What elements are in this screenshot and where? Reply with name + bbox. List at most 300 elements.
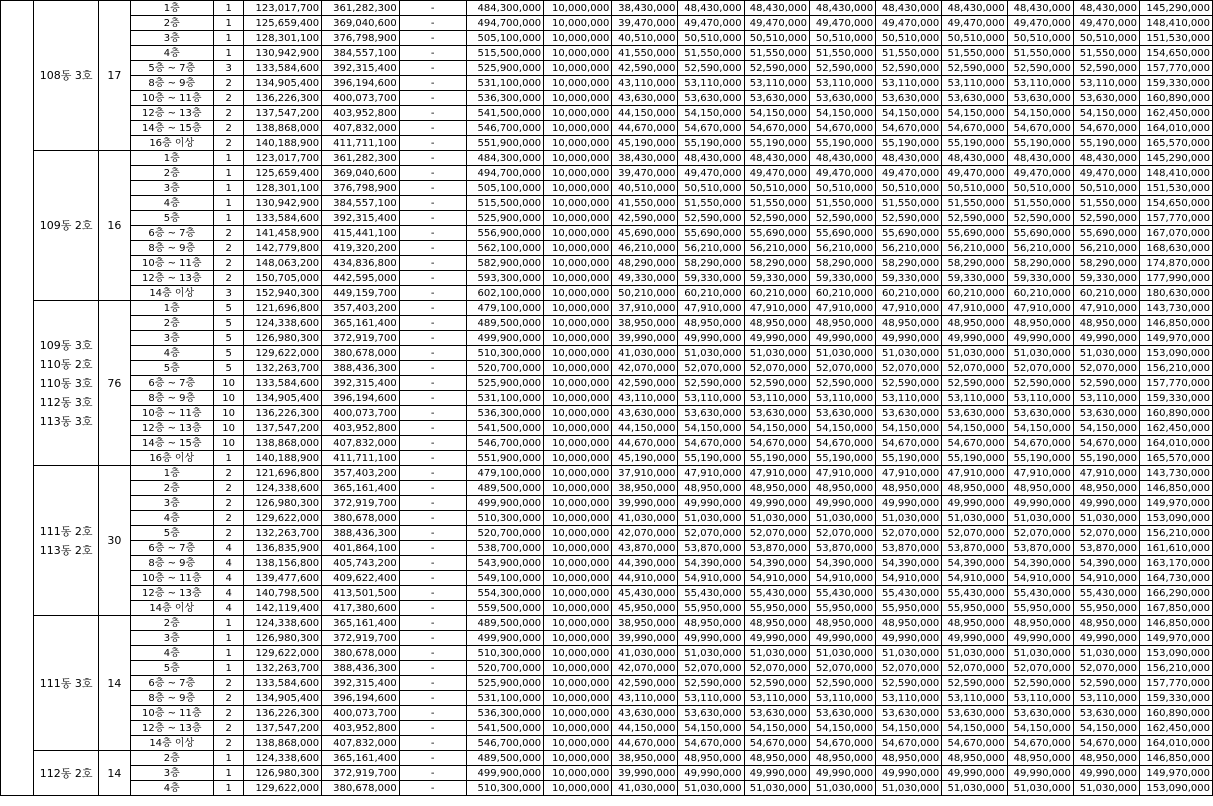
household-count-cell: 14 [98,751,130,796]
amount-cell: 55,190,000 [942,136,1007,151]
amount-cell: 536,300,000 [466,706,544,721]
land-price-cell: 128,301,100 [244,181,322,196]
amount-cell: 48,430,000 [876,151,942,166]
amount-cell: 10,000,000 [544,496,612,511]
amount-cell: 167,070,000 [1139,226,1212,241]
amount-cell: 49,990,000 [876,496,942,511]
units-cell: 2 [213,481,244,496]
table-row [1,496,1213,511]
units-cell: 10 [213,436,244,451]
amount-cell: 60,210,000 [876,286,942,301]
units-cell: 2 [213,676,244,691]
amount-cell: 51,030,000 [876,646,942,661]
vat-cell: - [399,346,466,361]
amount-cell: 42,070,000 [612,526,678,541]
amount-cell: 50,210,000 [612,286,678,301]
amount-cell: 53,870,000 [744,541,809,556]
amount-cell: 53,110,000 [1007,76,1073,91]
amount-cell: 54,670,000 [1007,121,1073,136]
building-price-cell: 411,711,100 [322,136,400,151]
table-row [1,61,1213,76]
amount-cell: 49,990,000 [1073,496,1139,511]
amount-cell: 48,950,000 [744,316,809,331]
units-cell: 1 [213,1,244,16]
units-cell: 5 [213,316,244,331]
table-row [1,466,1213,481]
amount-cell: 582,900,000 [466,256,544,271]
amount-cell: 54,150,000 [942,106,1007,121]
amount-cell: 48,950,000 [1007,316,1073,331]
amount-cell: 49,470,000 [942,166,1007,181]
amount-cell: 154,650,000 [1139,46,1212,61]
amount-cell: 162,450,000 [1139,106,1212,121]
building-price-cell: 357,403,200 [322,466,400,481]
amount-cell: 50,510,000 [1007,181,1073,196]
amount-cell: 499,900,000 [466,631,544,646]
units-cell: 2 [213,271,244,286]
building-price-cell: 400,073,700 [322,91,400,106]
amount-cell: 48,950,000 [810,316,876,331]
building-unit-label: 110동 2호 [39,357,93,371]
amount-cell: 55,950,000 [678,601,744,616]
amount-cell: 53,630,000 [810,91,876,106]
amount-cell: 54,150,000 [810,106,876,121]
amount-cell: 143,730,000 [1139,466,1212,481]
amount-cell: 54,150,000 [678,106,744,121]
vat-cell: - [399,601,466,616]
land-price-cell: 139,477,600 [244,571,322,586]
amount-cell: 51,550,000 [744,196,809,211]
amount-cell: 53,110,000 [678,391,744,406]
amount-cell: 52,590,000 [1073,676,1139,691]
building-price-cell: 419,320,200 [322,241,400,256]
units-cell: 2 [213,526,244,541]
floor-cell: 8층 ~ 9층 [130,241,213,256]
amount-cell: 56,210,000 [942,241,1007,256]
floor-cell: 10층 ~ 11층 [130,256,213,271]
floor-cell: 1층 [130,301,213,316]
building-price-cell: 403,952,800 [322,721,400,736]
amount-cell: 54,670,000 [1007,736,1073,751]
amount-cell: 53,110,000 [1073,76,1139,91]
land-price-cell: 129,622,000 [244,511,322,526]
amount-cell: 48,290,000 [612,256,678,271]
table-row [1,106,1213,121]
floor-cell: 12층 ~ 13층 [130,271,213,286]
table-row [1,721,1213,736]
amount-cell: 49,990,000 [678,331,744,346]
amount-cell: 54,150,000 [876,106,942,121]
amount-cell: 53,630,000 [810,406,876,421]
amount-cell: 10,000,000 [544,706,612,721]
units-cell: 1 [213,16,244,31]
land-price-cell: 138,868,000 [244,436,322,451]
amount-cell: 49,990,000 [876,631,942,646]
amount-cell: 48,950,000 [942,316,1007,331]
units-cell: 4 [213,556,244,571]
building-price-cell: 384,557,100 [322,196,400,211]
land-price-cell: 148,063,200 [244,256,322,271]
amount-cell: 48,950,000 [678,316,744,331]
table-row [1,421,1213,436]
amount-cell: 49,470,000 [1007,16,1073,31]
amount-cell: 52,590,000 [876,211,942,226]
amount-cell: 55,430,000 [1007,586,1073,601]
amount-cell: 53,870,000 [678,541,744,556]
building-unit-label: 112동 2호 [39,766,93,780]
amount-cell: 164,010,000 [1139,436,1212,451]
table-row [1,376,1213,391]
table-row [1,541,1213,556]
vat-cell: - [399,271,466,286]
amount-cell: 53,630,000 [1007,91,1073,106]
building-price-cell: 442,595,000 [322,271,400,286]
floor-cell: 10층 ~ 11층 [130,91,213,106]
amount-cell: 49,990,000 [678,496,744,511]
land-price-cell: 136,226,300 [244,91,322,106]
building-price-cell: 396,194,600 [322,691,400,706]
vat-cell: - [399,1,466,16]
amount-cell: 148,410,000 [1139,166,1212,181]
amount-cell: 55,690,000 [1007,226,1073,241]
table-row [1,451,1213,466]
building-price-cell: 372,919,700 [322,331,400,346]
amount-cell: 52,590,000 [810,376,876,391]
floor-cell: 4층 [130,781,213,796]
amount-cell: 48,430,000 [810,1,876,16]
amount-cell: 51,550,000 [1073,196,1139,211]
amount-cell: 52,070,000 [810,526,876,541]
amount-cell: 146,850,000 [1139,316,1212,331]
amount-cell: 10,000,000 [544,436,612,451]
amount-cell: 54,150,000 [942,421,1007,436]
units-cell: 1 [213,451,244,466]
amount-cell: 39,990,000 [612,766,678,781]
amount-cell: 55,950,000 [1007,601,1073,616]
table-row [1,331,1213,346]
building-unit-cell [34,616,99,751]
amount-cell: 38,950,000 [612,316,678,331]
amount-cell: 42,590,000 [612,211,678,226]
amount-cell: 10,000,000 [544,226,612,241]
amount-cell: 47,910,000 [1007,466,1073,481]
amount-cell: 10,000,000 [544,661,612,676]
amount-cell: 47,910,000 [744,301,809,316]
left-margin-cell [1,1,34,796]
land-price-cell: 136,226,300 [244,706,322,721]
household-count-cell: 14 [98,616,130,751]
building-unit-cell [34,466,99,616]
amount-cell: 52,590,000 [876,376,942,391]
amount-cell: 38,950,000 [612,616,678,631]
amount-cell: 41,030,000 [612,781,678,796]
floor-cell: 2층 [130,616,213,631]
amount-cell: 54,390,000 [876,556,942,571]
amount-cell: 41,550,000 [612,196,678,211]
amount-cell: 51,550,000 [810,196,876,211]
amount-cell: 53,110,000 [810,391,876,406]
amount-cell: 54,670,000 [744,436,809,451]
building-price-cell: 405,743,200 [322,556,400,571]
amount-cell: 49,470,000 [810,166,876,181]
amount-cell: 52,590,000 [942,211,1007,226]
amount-cell: 52,070,000 [942,526,1007,541]
building-price-cell: 392,315,400 [322,376,400,391]
amount-cell: 47,910,000 [1073,466,1139,481]
amount-cell: 49,470,000 [810,16,876,31]
vat-cell: - [399,226,466,241]
amount-cell: 48,950,000 [942,481,1007,496]
floor-cell: 8층 ~ 9층 [130,691,213,706]
amount-cell: 51,030,000 [1007,781,1073,796]
amount-cell: 10,000,000 [544,751,612,766]
amount-cell: 51,030,000 [678,646,744,661]
amount-cell: 39,990,000 [612,496,678,511]
amount-cell: 55,430,000 [1073,586,1139,601]
amount-cell: 49,990,000 [744,766,809,781]
amount-cell: 180,630,000 [1139,286,1212,301]
amount-cell: 10,000,000 [544,421,612,436]
units-cell: 2 [213,136,244,151]
amount-cell: 48,430,000 [678,151,744,166]
amount-cell: 51,030,000 [1073,646,1139,661]
amount-cell: 37,910,000 [612,301,678,316]
table-row [1,211,1213,226]
amount-cell: 53,630,000 [744,406,809,421]
amount-cell: 52,590,000 [810,61,876,76]
building-price-cell: 365,161,400 [322,751,400,766]
building-price-cell: 396,194,600 [322,76,400,91]
amount-cell: 54,670,000 [678,121,744,136]
amount-cell: 484,300,000 [466,151,544,166]
building-price-cell: 417,380,600 [322,601,400,616]
amount-cell: 54,150,000 [1007,721,1073,736]
amount-cell: 38,950,000 [612,751,678,766]
amount-cell: 55,190,000 [876,136,942,151]
floor-cell: 8층 ~ 9층 [130,391,213,406]
amount-cell: 10,000,000 [544,301,612,316]
amount-cell: 60,210,000 [678,286,744,301]
land-price-cell: 134,905,400 [244,391,322,406]
building-price-cell: 392,315,400 [322,61,400,76]
amount-cell: 162,450,000 [1139,421,1212,436]
amount-cell: 49,470,000 [678,166,744,181]
amount-cell: 39,990,000 [612,331,678,346]
building-price-cell: 407,832,000 [322,436,400,451]
amount-cell: 52,070,000 [876,661,942,676]
amount-cell: 153,090,000 [1139,346,1212,361]
amount-cell: 55,430,000 [810,586,876,601]
amount-cell: 40,510,000 [612,31,678,46]
amount-cell: 52,070,000 [810,661,876,676]
amount-cell: 42,070,000 [612,661,678,676]
units-cell: 1 [213,196,244,211]
amount-cell: 54,150,000 [744,721,809,736]
units-cell: 10 [213,406,244,421]
building-unit-label: 111동 2호 [39,524,93,538]
amount-cell: 53,110,000 [810,691,876,706]
amount-cell: 494,700,000 [466,16,544,31]
units-cell: 1 [213,181,244,196]
amount-cell: 479,100,000 [466,466,544,481]
amount-cell: 52,590,000 [678,211,744,226]
amount-cell: 56,210,000 [744,241,809,256]
table-row [1,256,1213,271]
table-row [1,616,1213,631]
amount-cell: 53,630,000 [1073,91,1139,106]
amount-cell: 10,000,000 [544,586,612,601]
amount-cell: 51,030,000 [744,646,809,661]
amount-cell: 52,590,000 [810,676,876,691]
amount-cell: 53,110,000 [1073,391,1139,406]
amount-cell: 58,290,000 [876,256,942,271]
amount-cell: 50,510,000 [1073,31,1139,46]
amount-cell: 50,510,000 [942,181,1007,196]
amount-cell: 54,670,000 [942,121,1007,136]
vat-cell: - [399,196,466,211]
land-price-cell: 140,188,900 [244,136,322,151]
amount-cell: 48,430,000 [744,151,809,166]
vat-cell: - [399,511,466,526]
building-price-cell: 400,073,700 [322,706,400,721]
table-row [1,391,1213,406]
floor-cell: 6층 ~ 7층 [130,376,213,391]
units-cell: 3 [213,61,244,76]
amount-cell: 160,890,000 [1139,706,1212,721]
amount-cell: 53,110,000 [942,76,1007,91]
floor-cell: 2층 [130,16,213,31]
building-price-cell: 388,436,300 [322,361,400,376]
household-count-cell: 76 [98,301,130,466]
amount-cell: 53,110,000 [678,691,744,706]
land-price-cell: 150,705,000 [244,271,322,286]
amount-cell: 52,070,000 [810,361,876,376]
table-row [1,151,1213,166]
amount-cell: 489,500,000 [466,616,544,631]
land-price-cell: 126,980,300 [244,631,322,646]
amount-cell: 53,630,000 [1073,706,1139,721]
amount-cell: 47,910,000 [876,301,942,316]
amount-cell: 10,000,000 [544,616,612,631]
units-cell: 5 [213,346,244,361]
amount-cell: 163,170,000 [1139,556,1212,571]
amount-cell: 10,000,000 [544,61,612,76]
amount-cell: 59,330,000 [810,271,876,286]
amount-cell: 44,150,000 [612,421,678,436]
vat-cell: - [399,91,466,106]
table-row [1,316,1213,331]
amount-cell: 51,030,000 [1073,781,1139,796]
amount-cell: 42,070,000 [612,361,678,376]
amount-cell: 44,390,000 [612,556,678,571]
vat-cell: - [399,691,466,706]
amount-cell: 10,000,000 [544,406,612,421]
table-row [1,736,1213,751]
units-cell: 4 [213,541,244,556]
table-row [1,691,1213,706]
units-cell: 2 [213,241,244,256]
amount-cell: 50,510,000 [744,181,809,196]
amount-cell: 45,950,000 [612,601,678,616]
vat-cell: - [399,706,466,721]
amount-cell: 47,910,000 [942,301,1007,316]
amount-cell: 46,210,000 [612,241,678,256]
amount-cell: 48,950,000 [1007,616,1073,631]
amount-cell: 44,670,000 [612,121,678,136]
amount-cell: 52,070,000 [1007,361,1073,376]
vat-cell: - [399,181,466,196]
amount-cell: 42,590,000 [612,61,678,76]
amount-cell: 52,590,000 [678,376,744,391]
floor-cell: 10층 ~ 11층 [130,706,213,721]
vat-cell: - [399,211,466,226]
vat-cell: - [399,46,466,61]
land-price-cell: 133,584,600 [244,376,322,391]
amount-cell: 49,990,000 [1007,331,1073,346]
amount-cell: 43,110,000 [612,391,678,406]
amount-cell: 54,670,000 [744,121,809,136]
amount-cell: 50,510,000 [1007,31,1073,46]
amount-cell: 51,030,000 [678,346,744,361]
amount-cell: 157,770,000 [1139,376,1212,391]
floor-cell: 10층 ~ 11층 [130,571,213,586]
amount-cell: 53,630,000 [1007,706,1073,721]
table-row [1,16,1213,31]
amount-cell: 10,000,000 [544,541,612,556]
amount-cell: 42,590,000 [612,376,678,391]
amount-cell: 53,110,000 [876,391,942,406]
amount-cell: 54,670,000 [810,436,876,451]
amount-cell: 510,300,000 [466,646,544,661]
amount-cell: 55,190,000 [678,136,744,151]
amount-cell: 53,110,000 [810,76,876,91]
amount-cell: 48,950,000 [678,751,744,766]
amount-cell: 48,950,000 [876,481,942,496]
building-unit-label: 108동 3호 [39,69,93,82]
amount-cell: 56,210,000 [1007,241,1073,256]
land-price-cell: 129,622,000 [244,781,322,796]
amount-cell: 47,910,000 [744,466,809,481]
amount-cell: 510,300,000 [466,346,544,361]
household-count-cell: 30 [98,466,130,616]
units-cell: 1 [213,766,244,781]
vat-cell: - [399,421,466,436]
amount-cell: 43,630,000 [612,406,678,421]
amount-cell: 53,870,000 [1073,541,1139,556]
floor-cell: 12층 ~ 13층 [130,106,213,121]
amount-cell: 531,100,000 [466,391,544,406]
amount-cell: 546,700,000 [466,121,544,136]
amount-cell: 53,630,000 [744,91,809,106]
table-row [1,361,1213,376]
amount-cell: 54,670,000 [810,736,876,751]
units-cell: 1 [213,631,244,646]
floor-cell: 16층 이상 [130,136,213,151]
floor-cell: 12층 ~ 13층 [130,421,213,436]
amount-cell: 49,990,000 [942,331,1007,346]
amount-cell: 55,690,000 [876,226,942,241]
amount-cell: 54,910,000 [942,571,1007,586]
floor-cell: 4층 [130,511,213,526]
amount-cell: 55,690,000 [1073,226,1139,241]
vat-cell: - [399,736,466,751]
floor-cell: 1층 [130,1,213,16]
amount-cell: 531,100,000 [466,691,544,706]
land-price-cell: 124,338,600 [244,616,322,631]
vat-cell: - [399,31,466,46]
building-unit-label: 112동 3호 [39,395,93,409]
amount-cell: 153,090,000 [1139,511,1212,526]
